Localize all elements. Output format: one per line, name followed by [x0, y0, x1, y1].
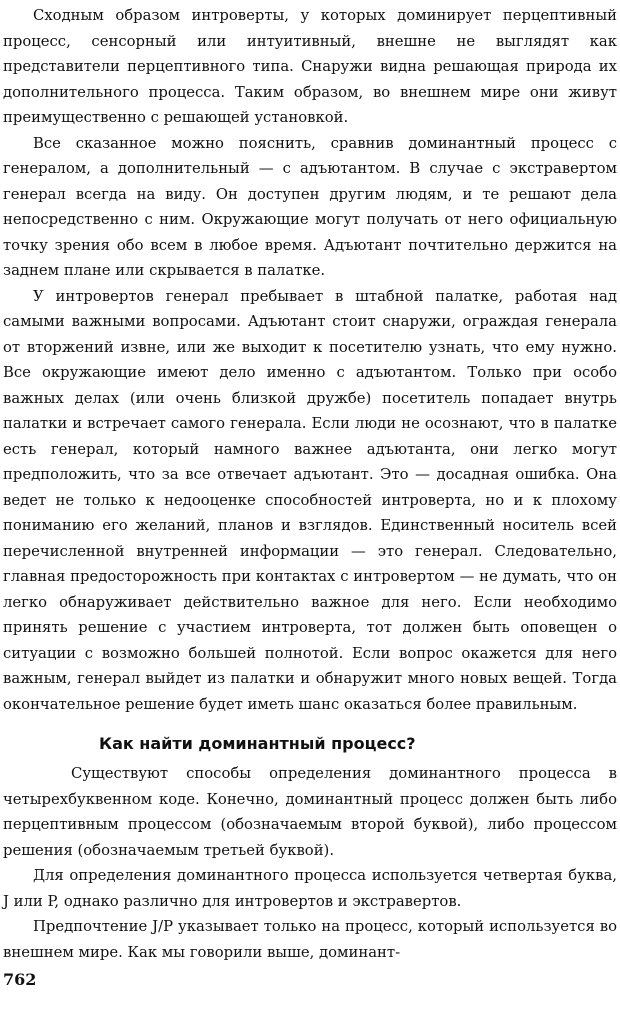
- paragraph: Сходным образом интроверты, у которых доминирует перцептивный процесс, сенсорный или интуитивный, внешне не выглядят как представители перцептивного типа. Снаружи видна решающая природа их дополнительного процесса. Таким образом, во внешнем мире они живут преимущественно с решающей установкой.: [3, 7, 617, 126]
- body-text: [3, 3, 617, 965]
- paragraph: Предпочтение J/P указывает только на процесс, который используется во внешнем мире. Как мы говорили выше, доминант-: [3, 918, 617, 961]
- paragraph: Все сказанное можно пояснить, сравнив доминантный процесс с генералом, а дополнительный — с адъютантом. В случае с экстравертом генерал всегда на виду. Он доступен другим людям, и те решают дела непосредственно с ним. Окружающие могут получать от него официальную точку зрения обо всем в любое время. Адъютант почтительно держится на заднем плане или скрывается в палатке.: [3, 134, 617, 279]
- section-heading: Как найти доминантный процесс?: [99, 734, 416, 753]
- paragraph: У интровертов генерал пребывает в штабной палатке, работая над самыми важными вопросами. Адъютант стоит снаружи, ограждая генерала от вторжений извне, или же выходит к посетителю узнать, что ему нужно. Все окружающие имеют дело именно с адъютантом. Только при особо важных делах (или очень близкой дружбе) посетитель попадает внутрь палатки и встречает самого генерала. Если люди не осознают, что в палатке есть генерал, который намного важнее адъютанта, они легко могут предположить, что за все отвечает адъютант. Это — досадная ошибка. Она ведет не только к недооценке способностей интроверта, но и к плохому пониманию его желаний, планов и взглядов. Единственный носитель всей перечисленной внутренней информации — это генерал. Следовательно, главная предосторожность при контактах с интровертом — не думать, что он легко обнаруживает действительно важное для него. Если необходимо принять решение с участием интроверта, тот должен быть оповещен о ситуации с возможно большей полнотой. Если вопрос окажется для него важным, генерал выйдет из палатки и обнаружит много новых вещей. Тогда окончательное решение будет иметь шанс оказаться более правильным.: [3, 287, 617, 713]
- page-number: 762: [3, 970, 37, 989]
- paragraph: Существуют способы определения доминантного процесса в четырехбуквенном коде. Конечно, доминантный процесс должен быть либо перцептивным процессом (обозначаемым второй буквой), либо процессом решения (обозначаемым третьей буквой).: [3, 765, 617, 859]
- paragraph: Для определения доминантного процесса используется четвертая буква, J или P, однако различно для интровертов и экстравертов.: [3, 867, 617, 910]
